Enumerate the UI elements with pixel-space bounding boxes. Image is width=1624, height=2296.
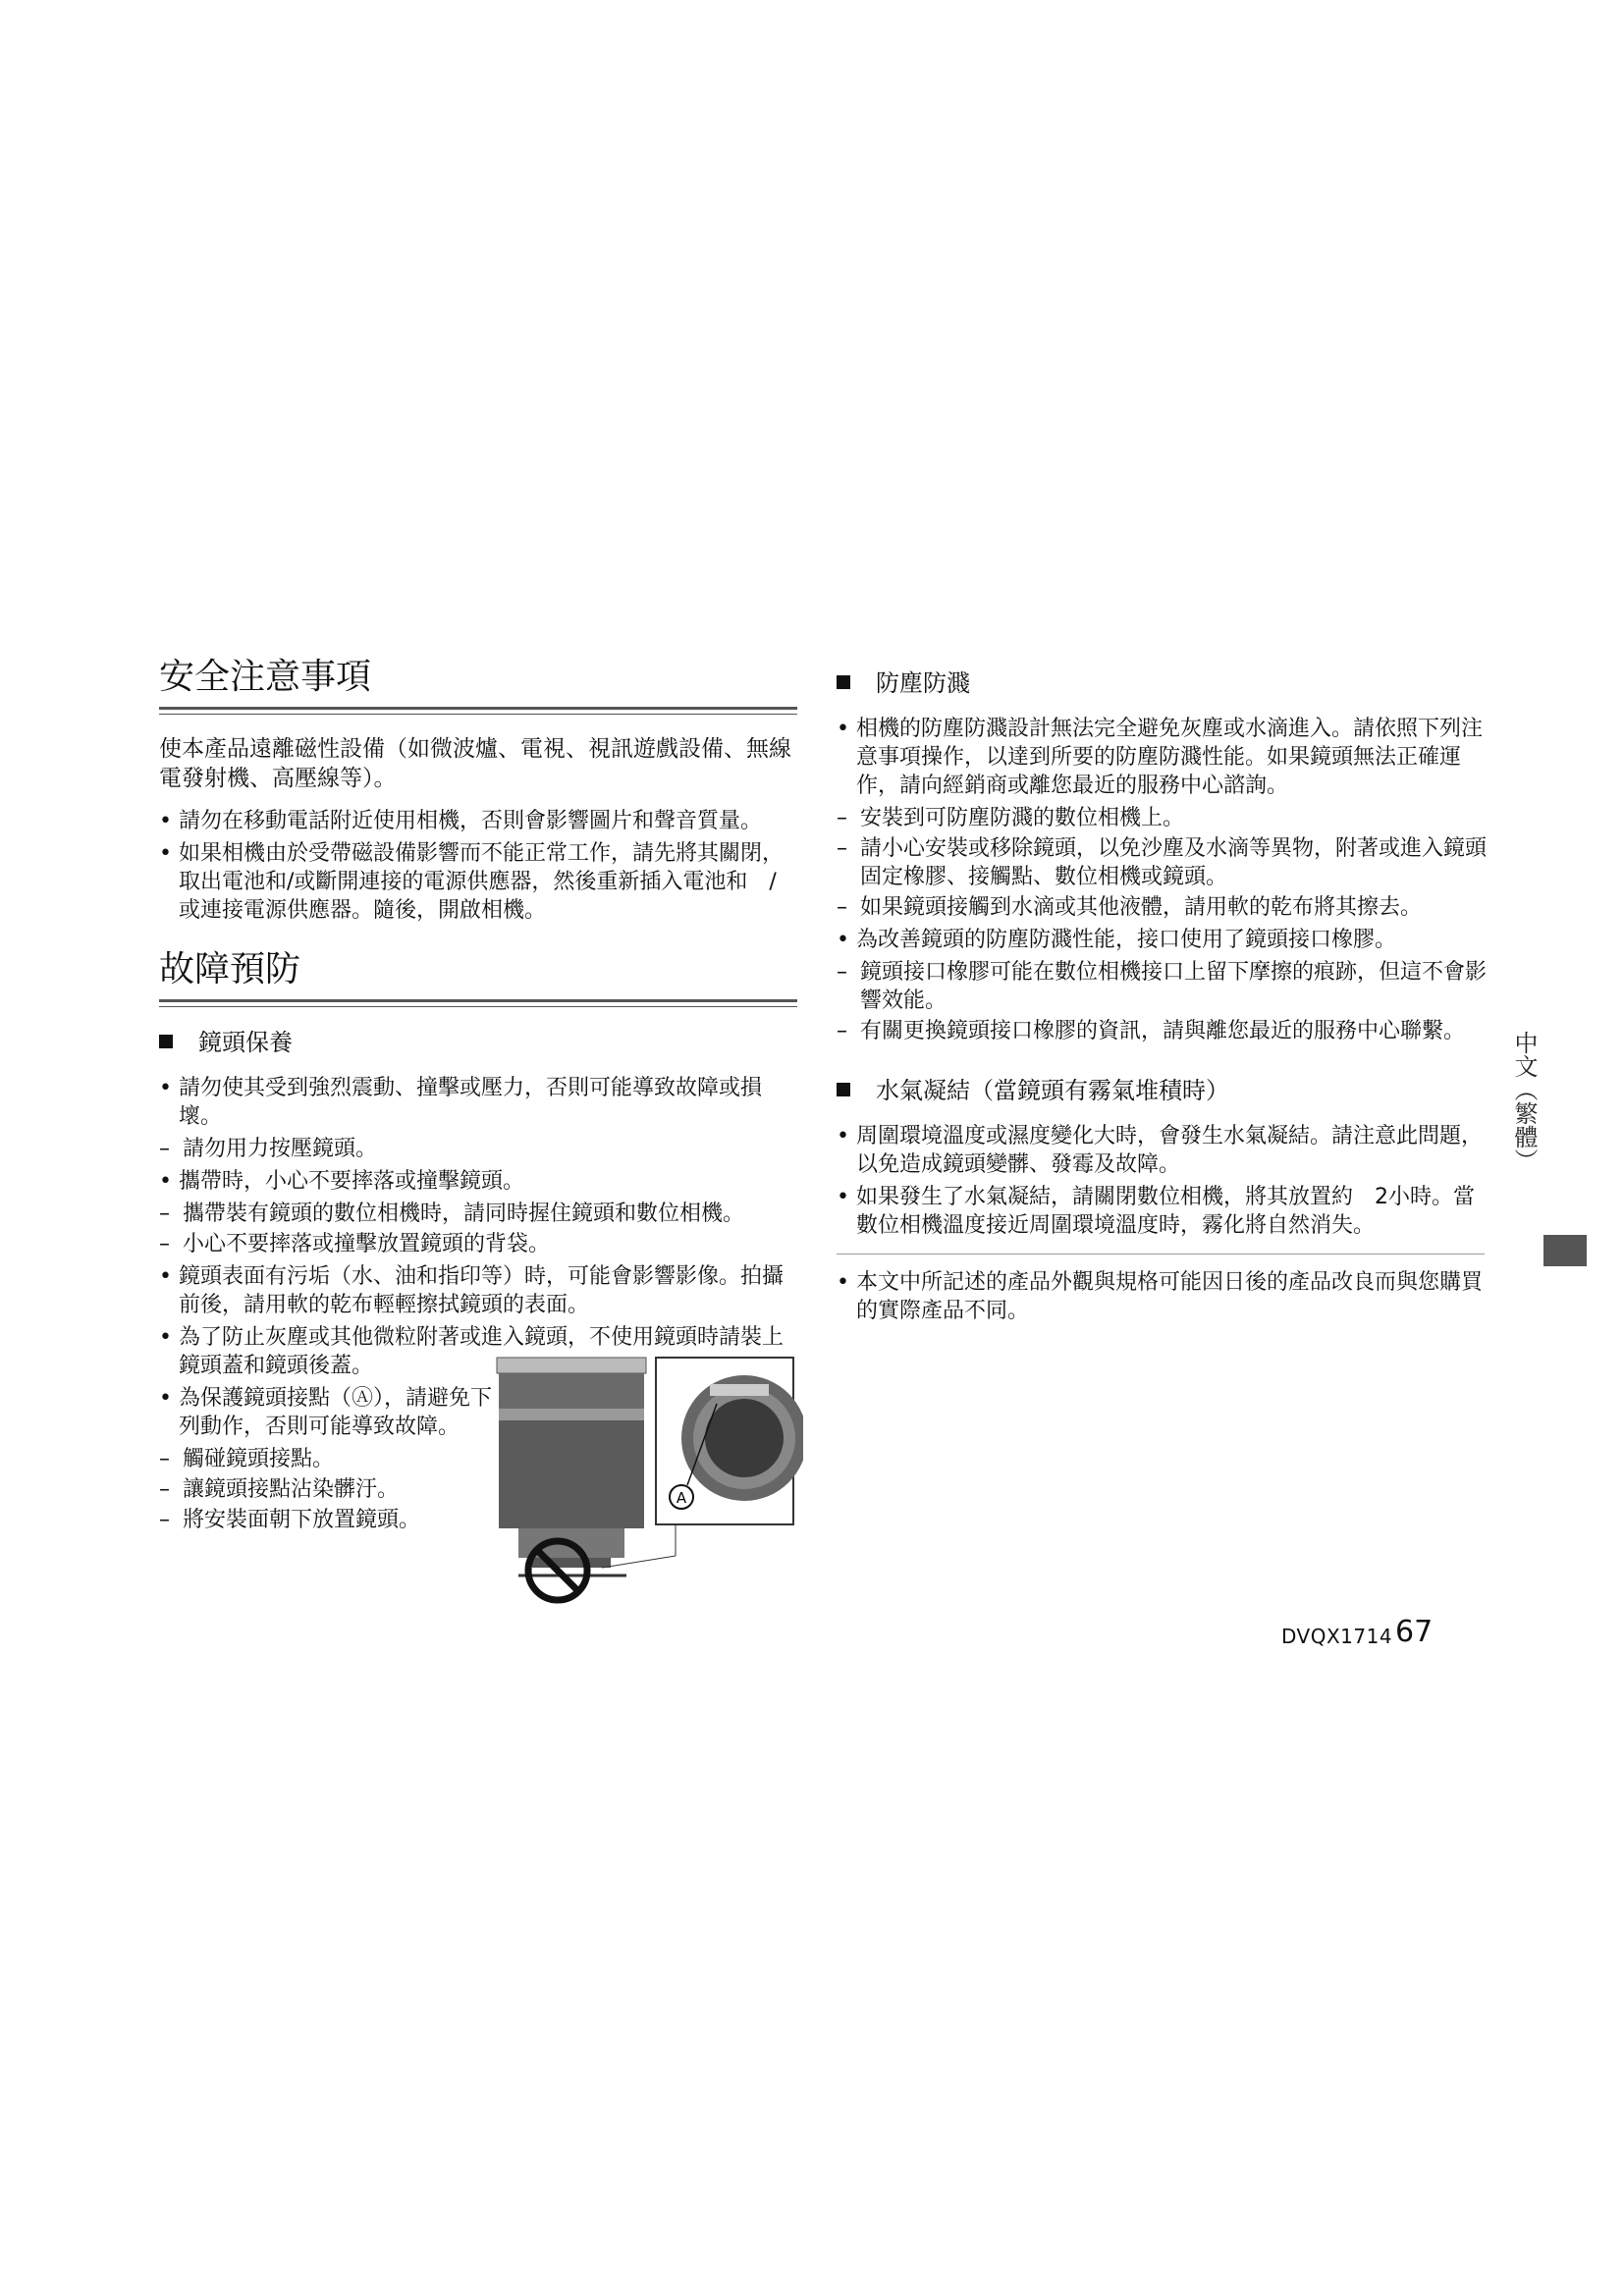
dash-item: – 有關更換鏡頭接口橡膠的資訊，請與離您最近的服務中心聯繫。 [837,1019,1466,1043]
safety-title: 安全注意事項 [159,657,372,697]
bullet: • 為了防止灰塵或其他微粒附著或進入鏡頭，不使用鏡頭時請裝上鏡頭蓋和鏡頭後蓋。 [159,1325,785,1378]
bullet: • 請勿在移動電話附近使用相機，否則會影響圖片和聲音質量。 [159,809,763,833]
lens-illustration [489,1350,803,1605]
dash-item: – 鏡頭接口橡膠可能在數位相機接口上留下摩擦的痕跡，但這不會影響效能。 [837,960,1488,1013]
title-rule [159,999,797,1007]
dust-heading: 防塵防濺 [837,667,1504,699]
bullet: • 如果相機由於受帶磁設備影響而不能正常工作，請先將其關閉，取出電池和/或斷開連接的電源供應器，然後重新插入電池和 /或連接電源供應器。隨後，開啟相機。 [159,841,785,923]
square-bullet-icon [837,675,850,689]
dash-item: – 將安裝面朝下放置鏡頭。 [159,1508,421,1532]
dash-item: – 如果鏡頭接觸到水滴或其他液體，請用軟的乾布將其擦去。 [837,895,1423,920]
page-number: 67 [1395,1615,1434,1649]
dash-item: – 讓鏡頭接點沾染髒汙。 [159,1477,400,1502]
square-bullet-icon [159,1035,173,1048]
bullet: • 請勿使其受到強烈震動、撞擊或壓力，否則可能導致故障或損壞。 [159,1076,763,1129]
bullet: • 為改善鏡頭的防塵防濺性能，接口使用了鏡頭接口橡膠。 [837,928,1397,952]
prevent-title: 故障預防 [159,949,301,989]
lens-care-heading: 鏡頭保養 [159,1027,797,1058]
bullet: • 周圍環境溫度或濕度變化大時，會發生水氣凝結。請注意此問題，以免造成鏡頭變髒、發霉及故障。 [837,1124,1484,1177]
title-rule [159,707,797,715]
footer [1281,1615,1478,1654]
callout-label: A [676,1489,687,1507]
bullet: • 相機的防塵防濺設計無法完全避免灰塵或水滴進入。請依照下列注意事項操作，以達到所要的防塵防濺性能。如果鏡頭無法正確運作，請向經銷商或離您最近的服務中心諮詢。 [837,717,1484,798]
model-number: DVQX1714 [1281,1625,1393,1648]
bullet: • 本文中所記述的產品外觀與規格可能因日後的產品改良而與您購買的實際產品不同。 [837,1270,1484,1323]
lens-body-icon [497,1358,646,1568]
condensation-heading: 水氣凝結（當鏡頭有霧氣堆積時） [837,1075,1504,1106]
dash-item: – 觸碰鏡頭接點。 [159,1447,335,1471]
lens-mount-icon [681,1375,803,1501]
language-side-label: 中文（繁體） [1510,1031,1538,1172]
dash-item: – 安裝到可防塵防濺的數位相機上。 [837,806,1185,830]
dash-item: – 小心不要摔落或撞擊放置鏡頭的背袋。 [159,1232,551,1256]
bullet: • 為保護鏡頭接點（Ⓐ），請避免下列動作，否則可能導致故障。 [159,1386,493,1439]
dash-item: – 攜帶裝有鏡頭的數位相機時，請同時握住鏡頭和數位相機。 [159,1201,745,1226]
square-bullet-icon [837,1083,850,1096]
bullet: • 如果發生了水氣凝結，請關閉數位相機，將其放置約 2小時。當數位相機溫度接近周圍環境溫度時，霧化將自然消失。 [837,1185,1475,1238]
divider [837,1254,1485,1255]
dash-item: – 請勿用力按壓鏡頭。 [159,1137,378,1161]
language-tab [1543,1235,1587,1266]
dash-item: – 請小心安裝或移除鏡頭，以免沙塵及水滴等異物，附著或進入鏡頭固定橡膠、接觸點、數位相機或鏡頭。 [837,836,1488,889]
safety-intro: 使本產品遠離磁性設備（如微波爐、電視、視訊遊戲設備、無線電發射機、高壓線等）。 [159,736,791,791]
bullet: • 鏡頭表面有污垢（水、油和指印等）時，可能會影響影像。拍攝前後，請用軟的乾布輕輕擦拭鏡頭的表面。 [159,1264,785,1317]
bullet: • 攜帶時，小心不要摔落或撞擊鏡頭。 [159,1169,525,1194]
right-column [837,660,1504,1329]
